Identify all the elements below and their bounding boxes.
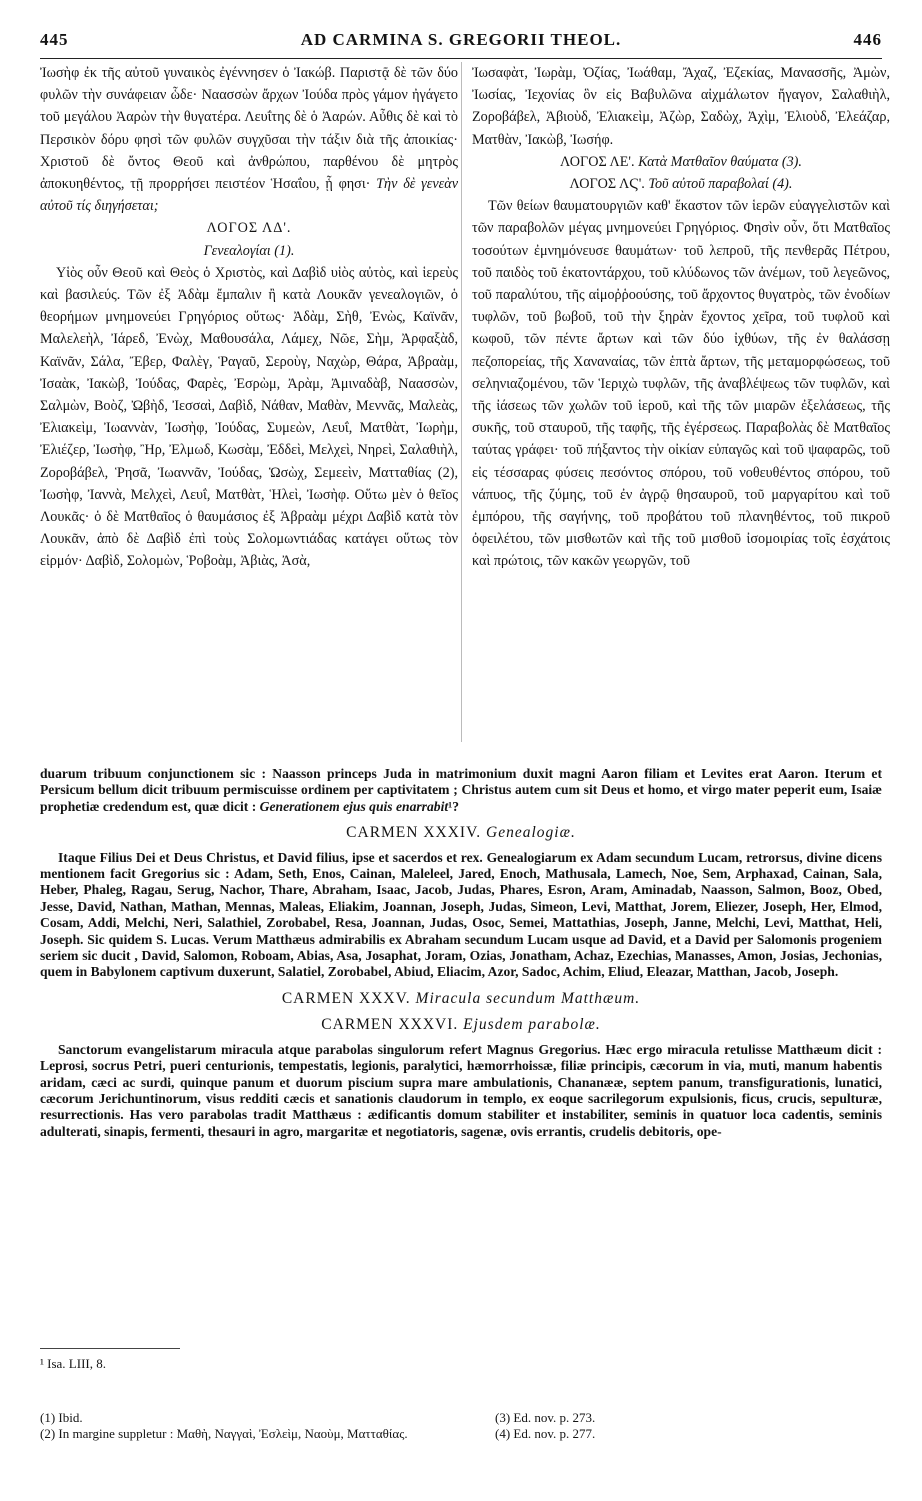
greek-column-left bbox=[40, 62, 458, 573]
greek-paragraph: Τῶν θείων θαυματουργιῶν καθ' ἕκαστον τῶν ἱερῶν εὐαγγελιστῶν καὶ τῶν παραβολῶν μέγας μνημονεύει Γρηγόριος. Φησὶν οὖν, ὅτι Ματθαῖος τοσούτων ἐμνημόνευσε θαυμάτων· τοῦ λεπροῦ, τῆς πενθερᾶς Πέτρου, τοῦ παιδὸς τοῦ ἑκατοντάρχου, τοῦ κλύδωνος τῶν ἀνέμων, τοῦ λεγεῶνος, τοῦ παραλύτου, τῆς αἱμοῤῥοούσης, τοῦ ἄρχοντος θυγατρὸς, τῶν ἐνοδίων τυφλῶν, τοῦ βωβοῦ, τοῦ τὴν ξηρὰν ἔχοντος χεῖρα, τοῦ τυφλοῦ καὶ κωφοῦ, τῶν πέντε ἄρτων καὶ τῶν δύο ἰχθύων, τῆς ἐν θαλάσσῃ πεζοπορείας, τῆς Χαναναίας, τῶν ἑπτὰ ἄρτων, τῆς μεταμορφώσεως, τοῦ σεληνιαζομένου, τῶν Ἱεριχὼ τυφλῶν, τῆς ἀναβλέψεως τῶν τυφλῶν, καὶ τῆς ἰάσεως τῶν χωλῶν τοῦ ἱεροῦ, καὶ τῆς τῶν μιαρῶν ἐξελάσεως, τῆς συκῆς, τοῦ σταυροῦ, τῆς ταφῆς, τῆς ἐγέρσεως. Παραβολὰς δὲ Ματθαῖος ταύτας γράφει· τοῦ πήξαντος τὴν οἰκίαν εὐπαγῶς καὶ τοῦ ψαφαρῶς, τοῦ εἰς τέσσαρας φύσεις πεσόντος σπόρου, τοῦ νοθευθέντος σπόρου, τοῦ νάπυος, τῆς ζύμης, τοῦ ἐν ἀγρῷ θησαυροῦ, τοῦ μαργαρίτου καὶ τοῦ ἐμπόρου, τῆς σαγήνης, τοῦ προβάτου τοῦ πλανηθέντος, τοῦ πικροῦ ὀφειλέτου, τῶν μισθωτῶν καὶ τῆς τοῦ μισθοῦ ἰσομοιρίας τοῖς ἐσχάτοις καὶ πρώτοις, τῶν κακῶν γεωργῶν, τοῦ bbox=[472, 198, 890, 570]
footnotes-left bbox=[40, 1410, 460, 1442]
logos-36-title: ΛΟΓΟΣ ΛϚ'. bbox=[569, 176, 645, 193]
footnote-rule bbox=[40, 1348, 180, 1349]
greek-quote: Τὴν δὲ γενεὰν αὐτοῦ τίς διηγήσεται; bbox=[40, 176, 458, 215]
page-number-left: 445 bbox=[40, 30, 69, 49]
carmen-34-label: CARMEN XXXIV. bbox=[346, 824, 482, 842]
footnote-3: (3) Ed. nov. p. 273. bbox=[495, 1410, 596, 1425]
latin-translation bbox=[40, 766, 882, 1140]
footnote-4: (4) Ed. nov. p. 277. bbox=[495, 1426, 596, 1441]
logos-36-heading bbox=[472, 173, 890, 195]
latin-quote: Generationem ejus quis enarrabit bbox=[259, 798, 449, 814]
logos-34-title: ΛΟΓΟΣ ΛΔ'. bbox=[206, 220, 292, 237]
footnote-isaiah: ¹ Isa. LIII, 8. bbox=[40, 1356, 106, 1371]
running-header bbox=[40, 30, 882, 56]
latin-paragraph bbox=[40, 766, 882, 815]
footnotes-right bbox=[495, 1410, 875, 1442]
logos-34-subtitle-text: Γενεαλογίαι (1). bbox=[203, 242, 295, 259]
page-number-right: 446 bbox=[853, 30, 882, 49]
greek-text: Ἰωσὴφ ἐκ τῆς αὐτοῦ γυναικὸς ἐγέννησεν ὁ Ἰακώβ. Παριστᾷ δὲ τῶν δύο φυλῶν τὴν συνάφειαν ὧδε· Ναασσὼν ἄρχων Ἰούδα πρὸς γάμον ἠγάγετο τοῦ μεγάλου Ἀαρὼν τὴν θυγατέρα. Λευΐτης δὲ ὁ Ἀαρών. Αὖθις δὲ καὶ τὸ Περσικὸν δόρυ φησὶ τῶν φυλῶν συγχῦσαι τὴν τάξιν διὰ τῆς ἀποικίας· Χριστοῦ δὲ ὄντος Θεοῦ καὶ ἀνθρώπου, παρθένου δὲ μητρὸς ἀποκυηθέντος, τῇ προρρήσει πειστέον Ἡσαΐου, ᾗ φησι· bbox=[40, 65, 458, 193]
carmen-35-heading bbox=[40, 991, 882, 1007]
latin-paragraph: Sanctorum evangelistarum miracula atque parabolas singulorum refert Magnus Gregorius. Hæc ergo miracula retulisse Matthæum dicit : Leprosi, socrus Petri, pueri centurionis, tempestatis, legionis, paralytici, hæmorrhoissæ, filiæ principis, cæcorum in via, muti, manum habentis aridam, cæci ac surdi, quinque panum et duorum piscium supra mare ambulationis, Chananææ, septem panum, transfigurationis, lunatici, cæcorum Jerichuntinorum, visus redditi cæcis et sanationis claudorum in templo, ex eoque sacrilegorum expulsionis, ficus, crucis, sepulturæ, resurrectionis. Has vero parabolas tradit Matthæus : ædificantis domum stabiliter et instabiliter, seminis in quatuor loca cadentis, seminis adulterati, sinapis, fermenti, thesauri in agro, margaritæ et negotiatoris, sagenæ, ovis errantis, crudelis debitoris, ope- bbox=[40, 1041, 882, 1139]
footnote-2: (2) In margine suppletur : Μαθὴ, Ναγγαὶ, Ἐσλεὶμ, Ναοὺμ, Ματταθίας. bbox=[40, 1426, 408, 1441]
running-title: AD CARMINA S. GREGORII THEOL. bbox=[300, 30, 622, 49]
logos-35-heading bbox=[472, 151, 890, 173]
carmen-35-label: CARMEN XXXV. bbox=[281, 989, 411, 1007]
header-rule bbox=[40, 58, 882, 59]
logos-35-title: ΛΟΓΟΣ ΛΕ'. bbox=[560, 153, 635, 170]
logos-35-subtitle: Κατὰ Ματθαῖον θαύματα (3). bbox=[638, 153, 802, 170]
latin-paragraph: Itaque Filius Dei et Deus Christus, et David filius, ipse et sacerdos et rex. Genealogiarum ex Adam secundum Lucam, retrorsus, divine dicens mentionem facit Gregorius sic : Adam, Seth, Enos, Cainan, Maleleel, Jared, Enoch, Mathusala, Lamech, Noe, Sem, Arphaxad, Cainan, Sala, Heber, Phaleg, Ragau, Serug, Nachor, Thare, Abraham, Isaac, Jacob, Judas, Phares, Esron, Aram, Aminadab, Naasson, Salmon, Booz, Obed, Jesse, David, Nathan, Mathan, Mennas, Maleas, Eliakim, Joannan, Joseph, Judas, Simeon, Levi, Matthat, Jorem, Eliezer, Joseph, Her, Elmod, Cosam, Addi, Melchi, Neri, Salathiel, Zorobabel, Resa, Joannan, Judas, Osoc, Semei, Mattathias, Joseph, Janne, Melchi, Levi, Matthat, Heli, Joseph. Sic quidem S. Lucas. Verum Matthæus admirabilis ex Abraham secundum Lucam usque ad David, et a David per Salomonis progeniem seriem sic ducit , David, Salomon, Roboam, Abias, Asa, Josaphat, Joram, Ozias, Jonatham, Achaz, Ezechias, Manasses, Amon, Josias, Jechonias, quem in Babylonem captivum duxerunt, Salatiel, Zorobabel, Abiud, Eliacim, Azor, Sadoc, Achim, Eliud, Eleazar, Matthan, Jacob, Joseph. bbox=[40, 849, 882, 980]
carmen-36-label: CARMEN XXXVI. bbox=[321, 1016, 459, 1034]
column-divider bbox=[461, 62, 462, 742]
latin-text: duarum tribuum conjunctionem sic : Naasson princeps Juda in matrimonium duxit magni Aaron filiam et Levites erat Aaron. Iterum et Persicum bellum dicit tribuum permiscuisse ordinem per captivitatem ; Christus autem cum sit Deus et homo, et virgo mater peperit eum, Isaiæ prophetiæ credendum est, quæ dicit : bbox=[40, 766, 882, 814]
carmen-34-heading bbox=[40, 825, 882, 841]
greek-paragraph: Υἱὸς οὖν Θεοῦ καὶ Θεὸς ὁ Χριστὸς, καὶ Δαβὶδ υἱὸς αὐτὸς, καὶ ἱερεὺς καὶ βασιλεύς. Τῶν ἐξ Ἀδὰμ ἔμπαλιν ἢ κατὰ Λουκᾶν γενεαλογιῶν, ὁ θεορήμων μνημονεύει Γρηγόριος οὕτως· Ἀδὰμ, Σὴθ, Ἐνὼς, Καϊνᾶν, Μαλελεὴλ, Ἰάρεδ, Ἐνὼχ, Μαθουσάλα, Λάμεχ, Νῶε, Σὴμ, Ἀρφαξὰδ, Καϊνᾶν, Σάλα, Ἔβερ, Φαλὲγ, Ῥαγαῦ, Σεροὺγ, Ναχὼρ, Θάρα, Ἀβραὰμ, Ἰσαὰκ, Ἰακὼβ, Ἰούδας, Φαρὲς, Ἐσρὼμ, Ἀρὰμ, Ἀμιναδὰβ, Ναασσὼν, Σαλμὼν, Βοὸζ, Ὠβὴδ, Ἰεσσαὶ, Δαβὶδ, Νάθαν, Μαθὰν, Μεννᾶς, Μαλεὰς, Ἐλιακεὶμ, Ἰωαννὰν, Ἰωσὴφ, Ἰούδας, Συμεὼν, Λευΐ, Ματθὰτ, Ἰωρὴμ, Ἐλιέζερ, Ἰωσὴφ, Ἢρ, Ἐλμωδ, Κωσὰμ, Ἐδδεὶ, Μελχεὶ, Νηρεὶ, Σαλαθιὴλ, Ζοροβάβελ, Ῥησᾶ, Ἰωαννᾶν, Ἰούδας, Ὡσὼχ, Σεμεεὶν, Ματταθίας (2), Ἰωσὴφ, Ἰαννὰ, Μελχεὶ, Λευΐ, Ματθὰτ, Ἡλεὶ, Ἰωσὴφ. Οὕτω μὲν ὁ θεῖος Λουκᾶς· ὁ δὲ Ματθαῖος ὁ θαυμάσιος ἐξ Ἀβραὰμ μέχρι Δαβὶδ κατὰ τὸν Λουκᾶν, ἀπὸ δὲ Δαβὶδ ἐπὶ τοὺς Σολομωντιάδας κατάγει οὕτως τὸν εἱρμόν· Δαβὶδ, Σολομὼν, Ῥοβοὰμ, Ἀβιὰς, Ἀσὰ, bbox=[40, 264, 458, 570]
carmen-34-subtitle: Genealogiæ. bbox=[486, 824, 576, 842]
carmen-35-subtitle: Miracula secundum Matthæum. bbox=[415, 989, 641, 1007]
footnote-1: (1) Ibid. bbox=[40, 1410, 83, 1425]
latin-quote-end: ¹? bbox=[448, 798, 459, 814]
greek-paragraph bbox=[40, 62, 458, 217]
greek-paragraph: Ἰωσαφὰτ, Ἰωρὰμ, Ὀζίας, Ἰωάθαμ, Ἄχαζ, Ἐζεκίας, Μανασσῆς, Ἀμὼν, Ἰωσίας, Ἰεχονίας ὃν εἰς Βαβυλῶνα αἰχμάλωτον ἤγαγον, Σαλαθιὴλ, Ζοροβάβελ, Ἀβιοὺδ, Ἐλιακεὶμ, Ἀζὼρ, Σαδὼχ, Ἀχὶμ, Ἐλιοὺδ, Ἐλεάζαρ, Ματθὰν, Ἰακὼβ, Ἰωσήφ. bbox=[472, 65, 890, 148]
logos-34-subtitle bbox=[40, 240, 458, 262]
logos-36-subtitle: Τοῦ αὐτοῦ παραβολαί (4). bbox=[648, 176, 793, 193]
carmen-36-heading bbox=[40, 1017, 882, 1033]
greek-column-right bbox=[472, 62, 890, 573]
carmen-36-subtitle: Ejusdem parabolæ. bbox=[463, 1016, 601, 1034]
